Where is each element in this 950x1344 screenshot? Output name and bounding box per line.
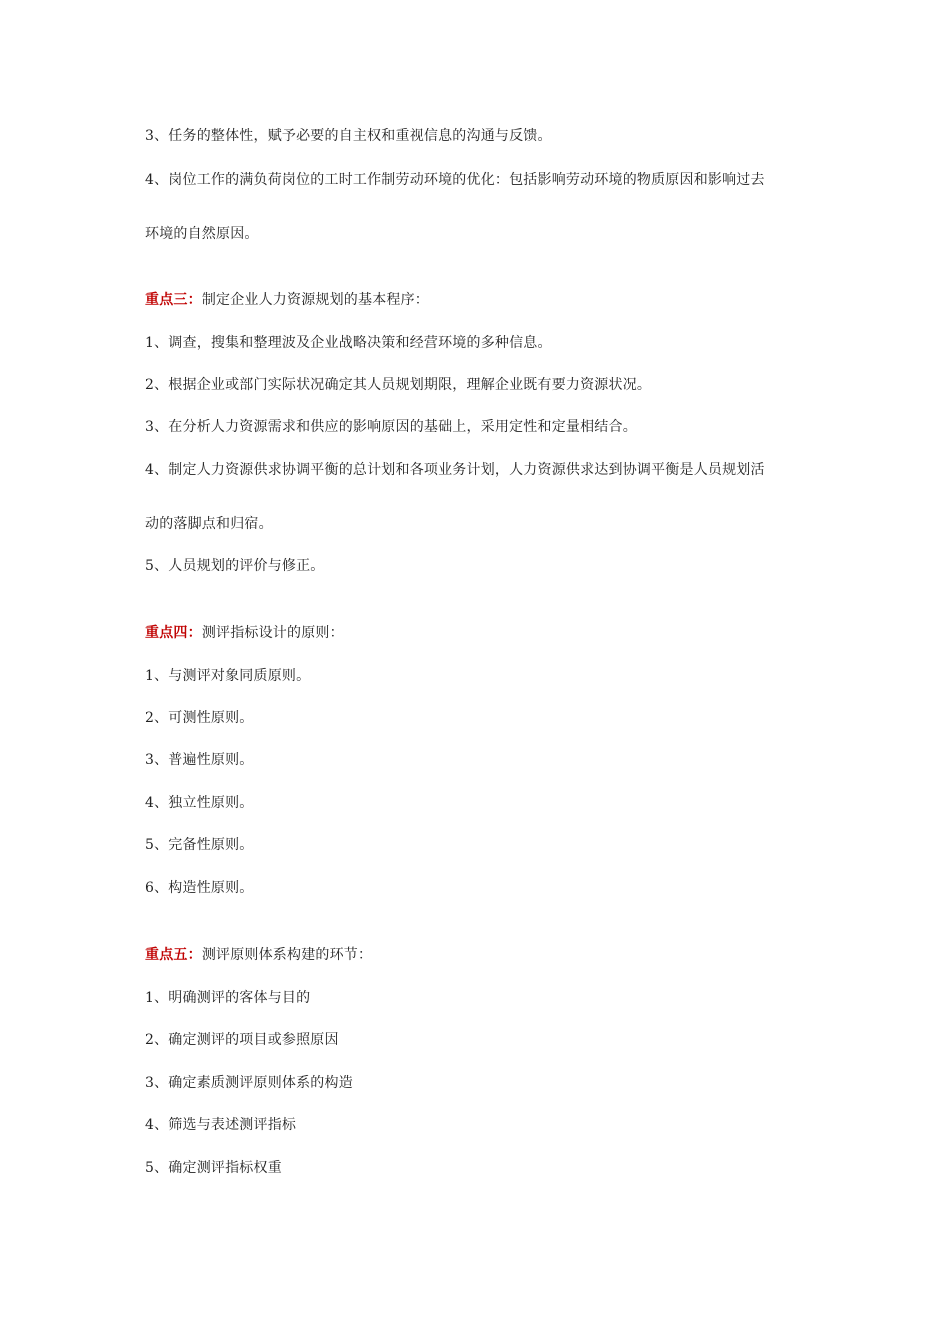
section-4-item-5: 5、完备性原则。	[145, 837, 254, 853]
section-5-title: 测评原则体系构建的环节：	[201, 947, 373, 963]
section-5-item-4: 4、筛选与表述测评指标	[145, 1117, 297, 1133]
section-3-item-3: 3、在分析人力资源需求和供应的影响原因的基础上，采用定性和定量相结合。	[145, 419, 637, 435]
section-3-item-5: 5、人员规划的评价与修正。	[145, 558, 325, 574]
section-5-item-2: 2、确定测评的项目或参照原因	[145, 1032, 339, 1048]
section-3-item-4-line-1: 4、制定人力资源供求协调平衡的总计划和各项业务计划，人力资源供求达到协调平衡是人员规划活	[145, 462, 765, 478]
section-4-item-6: 6、构造性原则。	[145, 880, 254, 896]
section-3-item-1: 1、调查，搜集和整理波及企业战略决策和经营环境的多种信息。	[145, 335, 552, 351]
intro-item-4-line-1: 4、岗位工作的满负荷岗位的工时工作制劳动环境的优化：包括影响劳动环境的物质原因和影响过去	[145, 172, 765, 188]
section-3-item-4-line-2: 动的落脚点和归宿。	[145, 516, 273, 532]
section-5-heading	[145, 946, 372, 964]
section-4-item-4: 4、独立性原则。	[145, 795, 254, 811]
section-4-key: 重点四：	[145, 625, 202, 641]
section-4-heading	[145, 624, 344, 642]
section-4-item-1: 1、与测评对象同质原则。	[145, 668, 311, 684]
section-5-item-3: 3、确定素质测评原则体系的构造	[145, 1075, 353, 1091]
intro-item-4-line-2: 环境的自然原因。	[145, 226, 259, 242]
section-4-title: 测评指标设计的原则：	[201, 625, 344, 641]
section-5-item-5: 5、确定测评指标权重	[145, 1160, 282, 1176]
section-3-key: 重点三：	[145, 292, 202, 308]
section-4-item-3: 3、普遍性原则。	[145, 752, 254, 768]
section-3-item-2: 2、根据企业或部门实际状况确定其人员规划期限，理解企业既有要力资源状况。	[145, 377, 652, 393]
section-3-heading	[145, 291, 429, 309]
section-5-item-1: 1、明确测评的客体与目的	[145, 990, 311, 1006]
section-3-title: 制定企业人力资源规划的基本程序：	[201, 292, 430, 308]
section-4-item-2: 2、可测性原则。	[145, 710, 254, 726]
section-5-key: 重点五：	[145, 947, 202, 963]
intro-item-3: 3、任务的整体性，赋予必要的自主权和重视信息的沟通与反馈。	[145, 128, 552, 144]
